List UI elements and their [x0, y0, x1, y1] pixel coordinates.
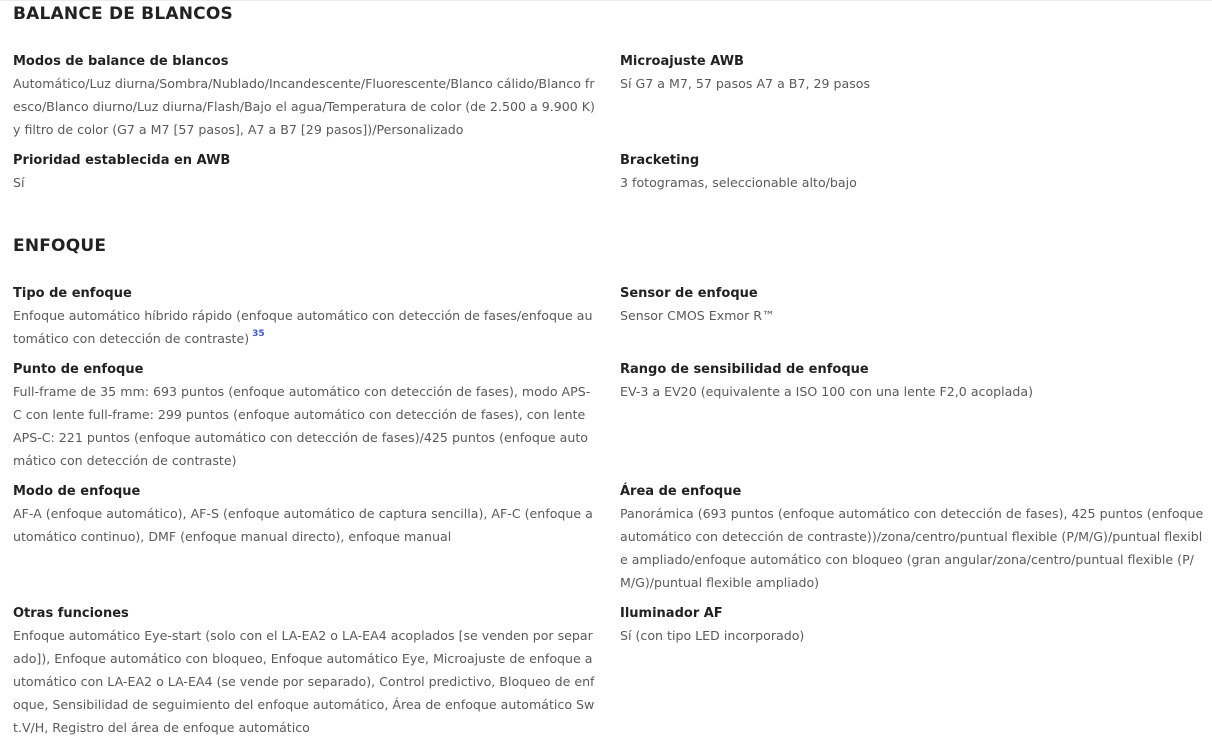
spec-other-functions: [13, 605, 597, 737]
spec-value: Sí (con tipo LED incorporado): [620, 628, 805, 643]
spec-value: EV-3 a EV20 (equivalente a ISO 100 con una lente F2,0 acoplada): [620, 384, 1033, 399]
spec-label: Iluminador AF: [620, 606, 723, 621]
spec-label: Sensor de enfoque: [620, 286, 758, 301]
spec-awb-priority: [13, 152, 597, 194]
spec-value-text: Enfoque automático híbrido rápido (enfoque automático con detección de fases/enfoque automático con detección de contraste): [13, 308, 593, 346]
spec-label: Rango de sensibilidad de enfoque: [620, 362, 869, 377]
spec-bracketing: [620, 152, 1204, 194]
spec-label: Punto de enfoque: [13, 362, 144, 377]
spec-value: Full-frame de 35 mm: 693 puntos (enfoque automático con detección de fases), modo APS-C con lente full-frame: 299 puntos (enfoque automático con detección de fases), con lente APS-C: 221 puntos (enfoque automático con detección de fases)/425 puntos (enfoque automático con detección de contraste): [13, 384, 591, 468]
spec-value: Enfoque automático Eye-start (solo con el LA-EA2 o LA-EA4 acoplados [se venden por separado]), Enfoque automático con bloqueo, Enfoque automático Eye, Microajuste de enfoque automático con LA-EA2 o LA-EA4 (se vende por separado), Control predictivo, Bloqueo de enfoque, Sensibilidad de seguimiento del enfoque automático, Área de enfoque automático Swt.V/H, Registro del área de enfoque automático: [13, 628, 595, 735]
spec-focus-type: [13, 285, 597, 350]
spec-label: Microajuste AWB: [620, 54, 744, 69]
spec-af-illuminator: [620, 605, 1204, 647]
spec-awb-micro: [620, 53, 1204, 95]
spec-value: Panorámica (693 puntos (enfoque automático con detección de fases), 425 puntos (enfoque automático con detección de contraste))/zona/centro/puntual flexible (P/M/G)/puntual flexible ampliado/enfoque automático con bloqueo (gran angular/zona/centro/puntual flexible (P/M/G)/puntual flexible ampliado): [620, 506, 1204, 590]
spec-label: Modos de balance de blancos: [13, 54, 229, 69]
spec-value: Sí G7 a M7, 57 pasos A7 a B7, 29 pasos: [620, 76, 871, 91]
section-title-focus: ENFOQUE: [13, 236, 107, 256]
spec-label: Prioridad establecida en AWB: [13, 153, 231, 168]
spec-sensitivity-range: [620, 361, 1204, 403]
spec-focus-sensor: [620, 285, 1204, 327]
spec-value: Automático/Luz diurna/Sombra/Nublado/Incandescente/Fluorescente/Blanco cálido/Blanco fresco/Blanco diurno/Luz diurna/Flash/Bajo el agua/Temperatura de color (de 2.500 a 9.900 K) y filtro de color (G7 a M7 [57 pasos], A7 a B7 [29 pasos])/Personalizado: [13, 76, 595, 137]
spec-label: Área de enfoque: [620, 484, 742, 499]
spec-white-balance-modes: [13, 53, 597, 141]
footnote-link[interactable]: 35: [252, 329, 265, 339]
spec-label: Tipo de enfoque: [13, 286, 132, 301]
spec-value: Sí: [13, 175, 25, 190]
section-title-white-balance: BALANCE DE BLANCOS: [13, 4, 233, 24]
spec-label: Bracketing: [620, 153, 700, 168]
spec-focus-mode: [13, 483, 597, 548]
spec-value: [13, 304, 597, 350]
spec-value: AF-A (enfoque automático), AF-S (enfoque automático de captura sencilla), AF-C (enfoque automático continuo), DMF (enfoque manual directo), enfoque manual: [13, 506, 593, 544]
spec-focus-point: [13, 361, 597, 472]
spec-value: Sensor CMOS Exmor R™: [620, 308, 775, 323]
spec-label: Otras funciones: [13, 606, 129, 621]
spec-label: Modo de enfoque: [13, 484, 141, 499]
spec-value: 3 fotogramas, seleccionable alto/bajo: [620, 175, 857, 190]
spec-focus-area: [620, 483, 1204, 594]
